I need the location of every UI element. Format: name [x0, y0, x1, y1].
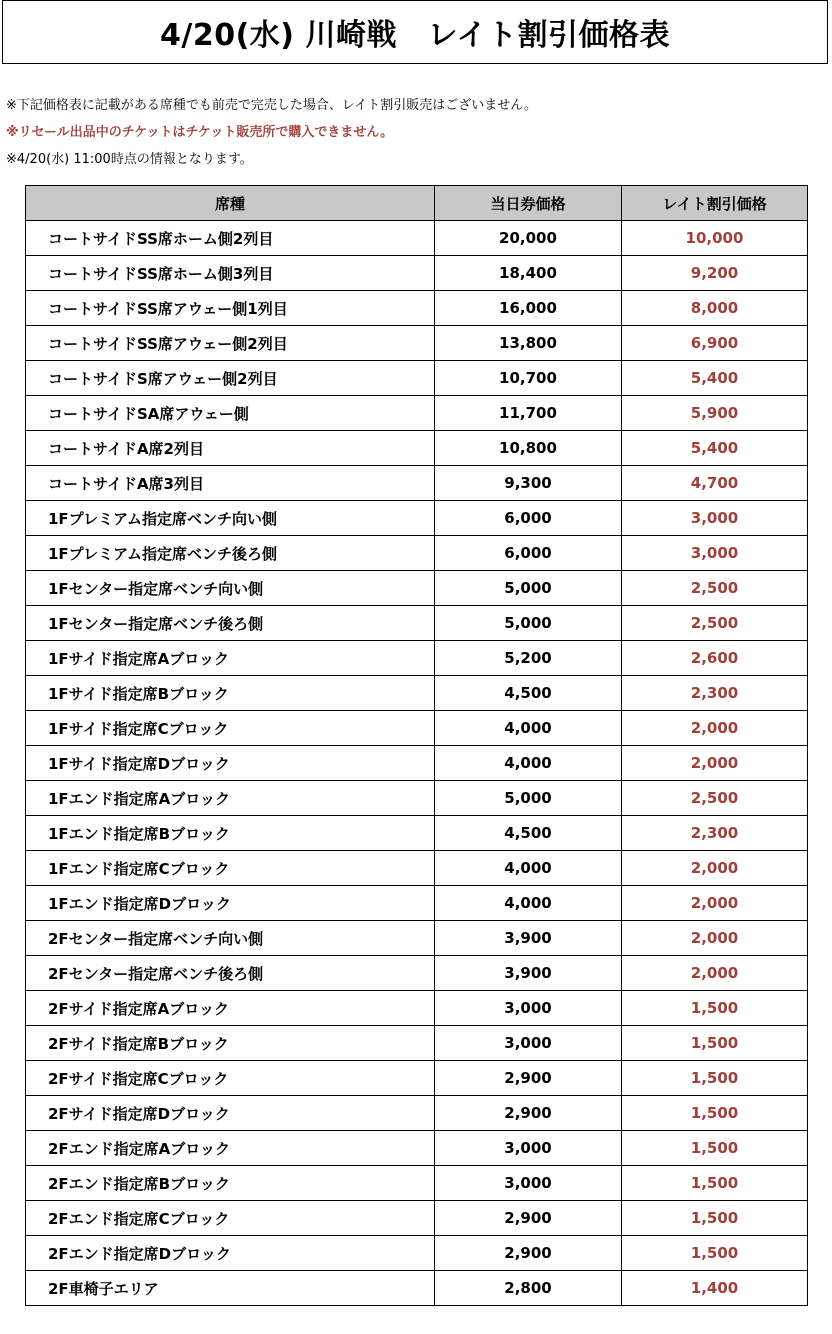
table-header-row [26, 186, 808, 221]
seat-type-cell: 2Fサイド指定席Bブロック [26, 1026, 435, 1061]
table-row [26, 886, 808, 921]
late-price-cell: 1,500 [622, 1026, 808, 1061]
table-row [26, 431, 808, 466]
seat-type-cell: 2Fエンド指定席Bブロック [26, 1166, 435, 1201]
table-row [26, 1236, 808, 1271]
late-price-cell: 1,500 [622, 1096, 808, 1131]
late-price-cell: 5,900 [622, 396, 808, 431]
day-price-cell: 4,500 [435, 676, 622, 711]
seat-type-cell: 2Fサイド指定席Dブロック [26, 1096, 435, 1131]
table-row [26, 781, 808, 816]
late-price-cell: 1,500 [622, 1131, 808, 1166]
note-info-time: ※4/20(水) 11:00時点の情報となります。 [6, 152, 253, 167]
table-row [26, 1201, 808, 1236]
day-price-cell: 3,000 [435, 1026, 622, 1061]
day-price-cell: 20,000 [435, 221, 622, 256]
seat-type-cell: 2Fエンド指定席Aブロック [26, 1131, 435, 1166]
day-price-cell: 5,000 [435, 606, 622, 641]
header-day-price: 当日券価格 [435, 186, 622, 221]
day-price-cell: 9,300 [435, 466, 622, 501]
late-price-cell: 4,700 [622, 466, 808, 501]
day-price-cell: 4,000 [435, 851, 622, 886]
table-row [26, 991, 808, 1026]
day-price-cell: 2,900 [435, 1236, 622, 1271]
price-table-body [26, 221, 808, 1306]
table-row [26, 851, 808, 886]
table-row [26, 1061, 808, 1096]
late-price-cell: 1,400 [622, 1271, 808, 1306]
day-price-cell: 4,500 [435, 816, 622, 851]
day-price-cell: 4,000 [435, 746, 622, 781]
seat-type-cell: コートサイドA席3列目 [26, 466, 435, 501]
seat-type-cell: コートサイドSS席アウェー側1列目 [26, 291, 435, 326]
late-price-cell: 2,500 [622, 781, 808, 816]
seat-type-cell: 1Fサイド指定席Dブロック [26, 746, 435, 781]
late-price-cell: 2,000 [622, 711, 808, 746]
seat-type-cell: 1Fプレミアム指定席ベンチ向い側 [26, 501, 435, 536]
day-price-cell: 3,000 [435, 1131, 622, 1166]
seat-type-cell: 1Fセンター指定席ベンチ向い側 [26, 571, 435, 606]
seat-type-cell: コートサイドA席2列目 [26, 431, 435, 466]
seat-type-cell: 2Fセンター指定席ベンチ向い側 [26, 921, 435, 956]
late-price-cell: 5,400 [622, 431, 808, 466]
table-row [26, 466, 808, 501]
table-row [26, 571, 808, 606]
late-price-cell: 3,000 [622, 501, 808, 536]
seat-type-cell: 2Fセンター指定席ベンチ後ろ側 [26, 956, 435, 991]
late-price-cell: 2,000 [622, 886, 808, 921]
day-price-cell: 13,800 [435, 326, 622, 361]
table-row [26, 1096, 808, 1131]
day-price-cell: 2,900 [435, 1096, 622, 1131]
price-table [25, 185, 808, 1306]
note-resale-warning: ※リセール出品中のチケットはチケット販売所で購入できません。 [6, 125, 394, 140]
table-row [26, 1166, 808, 1201]
seat-type-cell: 1Fセンター指定席ベンチ後ろ側 [26, 606, 435, 641]
seat-type-cell: 2Fエンド指定席Cブロック [26, 1201, 435, 1236]
seat-type-cell: コートサイドSS席ホーム側3列目 [26, 256, 435, 291]
late-price-cell: 2,600 [622, 641, 808, 676]
table-row [26, 1026, 808, 1061]
table-row [26, 711, 808, 746]
table-row [26, 396, 808, 431]
late-price-cell: 10,000 [622, 221, 808, 256]
day-price-cell: 16,000 [435, 291, 622, 326]
late-price-cell: 3,000 [622, 536, 808, 571]
table-row [26, 221, 808, 256]
day-price-cell: 2,900 [435, 1201, 622, 1236]
seat-type-cell: 1Fエンド指定席Dブロック [26, 886, 435, 921]
seat-type-cell: コートサイドSS席アウェー側2列目 [26, 326, 435, 361]
seat-type-cell: 2Fサイド指定席Cブロック [26, 1061, 435, 1096]
seat-type-cell: コートサイドS席アウェー側2列目 [26, 361, 435, 396]
note-sold-out: ※下記価格表に記載がある席種でも前売で完売した場合、レイト割引販売はございません。 [6, 98, 538, 113]
day-price-cell: 2,900 [435, 1061, 622, 1096]
day-price-cell: 3,000 [435, 1166, 622, 1201]
late-price-cell: 1,500 [622, 1166, 808, 1201]
day-price-cell: 3,000 [435, 991, 622, 1026]
day-price-cell: 11,700 [435, 396, 622, 431]
table-row [26, 746, 808, 781]
seat-type-cell: 2F車椅子エリア [26, 1271, 435, 1306]
day-price-cell: 3,900 [435, 956, 622, 991]
late-price-cell: 6,900 [622, 326, 808, 361]
day-price-cell: 5,000 [435, 781, 622, 816]
seat-type-cell: 1Fサイド指定席Bブロック [26, 676, 435, 711]
late-price-cell: 2,300 [622, 816, 808, 851]
table-row [26, 641, 808, 676]
late-price-cell: 2,300 [622, 676, 808, 711]
table-row [26, 676, 808, 711]
seat-type-cell: 1Fプレミアム指定席ベンチ後ろ側 [26, 536, 435, 571]
seat-type-cell: 1Fエンド指定席Bブロック [26, 816, 435, 851]
table-row [26, 956, 808, 991]
late-price-cell: 9,200 [622, 256, 808, 291]
table-row [26, 361, 808, 396]
table-row [26, 256, 808, 291]
seat-type-cell: コートサイドSS席ホーム側2列目 [26, 221, 435, 256]
day-price-cell: 10,700 [435, 361, 622, 396]
table-row [26, 291, 808, 326]
seat-type-cell: 2Fエンド指定席Dブロック [26, 1236, 435, 1271]
late-price-cell: 2,500 [622, 606, 808, 641]
day-price-cell: 18,400 [435, 256, 622, 291]
table-row [26, 536, 808, 571]
table-row [26, 501, 808, 536]
seat-type-cell: 1Fエンド指定席Aブロック [26, 781, 435, 816]
table-row [26, 326, 808, 361]
page-title: 4/20(水) 川崎戦 レイト割引価格表 [2, 0, 828, 64]
day-price-cell: 4,000 [435, 886, 622, 921]
late-price-cell: 2,500 [622, 571, 808, 606]
seat-type-cell: 1Fサイド指定席Aブロック [26, 641, 435, 676]
seat-type-cell: コートサイドSA席アウェー側 [26, 396, 435, 431]
header-seat-type: 席種 [26, 186, 435, 221]
late-price-cell: 1,500 [622, 1061, 808, 1096]
late-price-cell: 1,500 [622, 991, 808, 1026]
table-row [26, 816, 808, 851]
late-price-cell: 2,000 [622, 921, 808, 956]
table-row [26, 1131, 808, 1166]
seat-type-cell: 1Fサイド指定席Cブロック [26, 711, 435, 746]
day-price-cell: 6,000 [435, 536, 622, 571]
day-price-cell: 10,800 [435, 431, 622, 466]
late-price-cell: 2,000 [622, 851, 808, 886]
late-price-cell: 5,400 [622, 361, 808, 396]
late-price-cell: 2,000 [622, 956, 808, 991]
seat-type-cell: 1Fエンド指定席Cブロック [26, 851, 435, 886]
day-price-cell: 5,200 [435, 641, 622, 676]
late-price-cell: 2,000 [622, 746, 808, 781]
day-price-cell: 6,000 [435, 501, 622, 536]
day-price-cell: 2,800 [435, 1271, 622, 1306]
day-price-cell: 5,000 [435, 571, 622, 606]
notes-section [6, 96, 826, 177]
table-row [26, 606, 808, 641]
late-price-cell: 1,500 [622, 1236, 808, 1271]
header-late-price: レイト割引価格 [622, 186, 808, 221]
day-price-cell: 4,000 [435, 711, 622, 746]
late-price-cell: 8,000 [622, 291, 808, 326]
day-price-cell: 3,900 [435, 921, 622, 956]
table-row [26, 921, 808, 956]
seat-type-cell: 2Fサイド指定席Aブロック [26, 991, 435, 1026]
table-row [26, 1271, 808, 1306]
late-price-cell: 1,500 [622, 1201, 808, 1236]
